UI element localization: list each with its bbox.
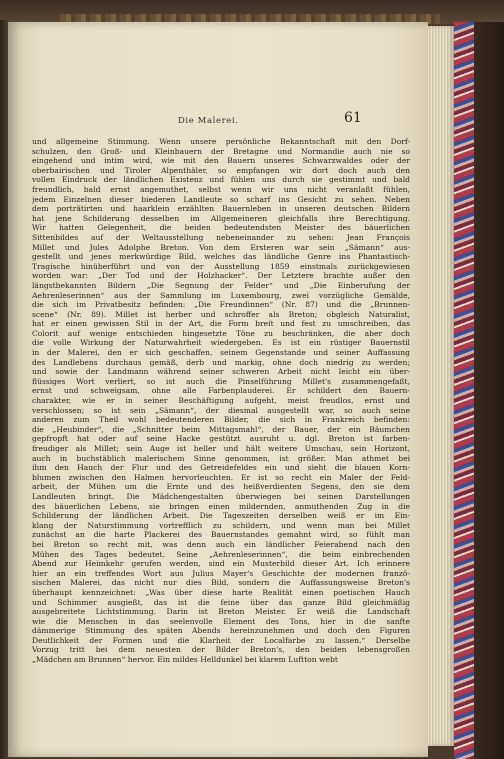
text-line: überhaupt kennzeichnet: „Was über diese harte Realität einen poetischen Hauch bbox=[32, 587, 410, 597]
text-line: und Schimmer ausgießt, das ist die feine über das ganze Bild gleichmäßig bbox=[32, 597, 410, 607]
text-line: bei Breton so recht mit, was denn auch ein ländlicher Feierabend nach den bbox=[32, 539, 410, 549]
text-line: zunächst an die harte Plackerei des Bauernstandes gemahnt wird, so fühlt man bbox=[32, 530, 410, 540]
text-line: eingehend und intim wird, wie mit den Bauern unseres Schwarzwaldes oder der bbox=[32, 156, 410, 166]
text-line: Mühen des Tages bedeutet. Seine „Aehrenleserinnen“, die beim einbrechenden bbox=[32, 549, 410, 559]
text-line: gestellt und jenes merkwürdige Bild, welches das ländliche Genre ins Phantastisch- bbox=[32, 252, 410, 262]
text-line: dem porträtirten und haarklein erzählten Bauernleben in unseren deutschen Bildern bbox=[32, 204, 410, 214]
text-line: arbeit, der Mühen um die Ernte und des heißverdienten Segens, den sie dem bbox=[32, 482, 410, 492]
text-line: des Landlebens durchaus gemäß, derb und markig, ohne doch niedrig zu werden; bbox=[32, 357, 410, 367]
marbled-cover-edge bbox=[454, 22, 474, 759]
text-line: charakter, wie er in seiner Beschäftigung aufgeht, meist freudlos, ernst und bbox=[32, 396, 410, 406]
text-line: die sich im Privatbesitz befinden: „Die Freundinnen“ (Nr. 87) und die „Brunnen- bbox=[32, 300, 410, 310]
text-line: anderen zum Theil wohl bedeutenderen Bilder, die sich in Frankreich befinden: bbox=[32, 415, 410, 425]
text-line: längstbekannten Bildern „Die Segnung der Felder“ und „Die Einberufung der bbox=[32, 280, 410, 290]
text-line: Tragische hinüberführt und von der Ausstellung 1859 einstmals zurückgewiesen bbox=[32, 261, 410, 271]
text-line: in der Malerei, den er sich geschaffen, seinem Gegenstande und seiner Auffassung bbox=[32, 348, 410, 358]
text-line: ihm den Hauch der Flur und des Getreidefeldes ein und sieht die blauen Korn- bbox=[32, 463, 410, 473]
text-line: vollen Eindruck der ländlichen Existenz und fühlen uns durch sie gestimmt und bald bbox=[32, 175, 410, 185]
text-line: ernst und schweigsam, ohne alle Farbenplauderei. Er schildert den Bauern- bbox=[32, 386, 410, 396]
text-line: Deutlichkeit der Formen und die Klarheit der Localfarbe zu lassen.“ Derselbe bbox=[32, 635, 410, 645]
text-line: gepfropft hat oder auf seine Hacke gestützt ausruht u. dgl. Breton ist farben- bbox=[32, 434, 410, 444]
running-title: Die Malerei. bbox=[178, 116, 239, 126]
text-line: die volle Wirkung der Naturwahrheit wiedergeben. Es ist ein rüstiger Bauernstil bbox=[32, 338, 410, 348]
text-line: des bäuerlichen Lebens, sie bringen einen mildernden, anmuthenden Zug in die bbox=[32, 501, 410, 511]
text-line: oberbairischen und Tiroler Alpenthäler, so empfangen wir dort doch auch den bbox=[32, 165, 410, 175]
book-page bbox=[8, 22, 428, 757]
text-line: „Mädchen am Brunnen“ hervor. Ein mildes Helldunkel bei klarem Luftton webt bbox=[32, 655, 338, 665]
text-line: Aehrenleserinnen“ aus der Sammlung im Luxembourg, zwei vorzügliche Gemälde, bbox=[32, 290, 410, 300]
text-line: ausgebreitete Lichtstimmung. Darin ist Breton Meister. Er weiß die Landschaft bbox=[32, 607, 410, 617]
text-line: die „Heubinder“, die „Schnitter beim Mittagsmahl“, der Bauer, der ein Bäumchen bbox=[32, 424, 410, 434]
text-line: Landleuten bringt. Die Mädchengestalten überwiegen bei seinen Darstellungen bbox=[32, 491, 410, 501]
body-text bbox=[32, 137, 410, 665]
text-line: hat jene Schilderung desselben im Allgemeineren gleichfalls ihre Berechtigung. bbox=[32, 213, 410, 223]
text-line: blumen zwischen den Halmen hervorleuchten. Er ist so recht ein Maler der Feld- bbox=[32, 472, 410, 482]
text-line: freudiger als Millet; sein Auge ist heller und hält weitere Umschau, sein Horizont, bbox=[32, 444, 410, 453]
text-line: hat er einen gewissen Stil in der Art, die Form breit und fest zu umschreiben, das bbox=[32, 319, 410, 329]
text-line: Abend zur Heimkehr gerufen werden, sind ein Musterbild dieser Art. Ich erinnere bbox=[32, 559, 410, 569]
text-line: wie die Menschen in das seelenvolle Element des Tons, hier in die sanfte bbox=[32, 616, 410, 626]
binding-gutter bbox=[0, 20, 8, 759]
text-line: schulzen, den Groß- und Kleinbauern der Bretagne und Normandie auch nie so bbox=[32, 146, 410, 156]
text-line: flüssiges Wort verliert, so ist auch die Pinselführung Millet's zusammengefaßt, bbox=[32, 376, 410, 386]
page-number: 61 bbox=[344, 110, 362, 126]
text-line: klang der Naturstimmung vortrefflich zu schildern, und wenn man bei Millet bbox=[32, 520, 410, 530]
text-line: dämmerige Stimmung des späten Abends hereinzunehmen und doch den Figuren bbox=[32, 626, 410, 636]
text-line: hier an ein treffendes Wort aus Julius Mayer's Geschichte der modernen franzö- bbox=[32, 568, 410, 578]
text-line: und sowie der Landmann während seiner schweren Arbeit nicht leicht ein über- bbox=[32, 367, 410, 377]
text-line: Schilderung der ländlichen Arbeit. Die Tageszeiten derselben weiß er im Ein- bbox=[32, 511, 410, 521]
page-header bbox=[8, 110, 428, 134]
text-line: worden war: „Der Tod und der Holzhacker“. Der Letztere brachte außer den bbox=[32, 271, 410, 281]
text-line: Millet und Jules Adolphe Breton. Von dem Ersteren war sein „Sämann“ aus- bbox=[32, 242, 410, 252]
text-line: freundlich, bald ernst angemuthet, selbst wenn wir uns nicht veranlaßt fühlen, bbox=[32, 184, 410, 194]
text-line: jedem Einzelnen dieser biederen Landleute so scharf ins Gesicht zu sehen. Neben bbox=[32, 194, 410, 204]
text-line: Wir hatten Gelegenheit, die beiden bedeutendsten Meister des bäuerlichen bbox=[32, 223, 410, 233]
book-top-edge bbox=[0, 0, 504, 24]
text-line: Colorit auf wenige entschieden hingesetzte Töne zu beschränken, die aber doch bbox=[32, 328, 410, 338]
text-line: verschlossen; so ist sein „Sämann“, der diesmal ausgestellt war, so auch seine bbox=[32, 405, 410, 415]
text-line: Vorzug tritt bei dem neuesten der Bilder Breton's, den beiden lebensgroßen bbox=[32, 645, 410, 655]
text-line: Sittenbildes auf der Weltausstellung nebeneinander zu sehen: Jean François bbox=[32, 232, 410, 242]
book-cover bbox=[474, 22, 504, 759]
text-line: auch in buchstäblich malerischem Sinne genommen, ist größer. Man athmet bei bbox=[32, 453, 410, 463]
page-edges bbox=[428, 26, 454, 746]
text-line: scene“ (Nr. 89). Millet ist herber und schroffer als Breton; obgleich Naturalist, bbox=[32, 309, 410, 319]
text-line: und allgemeine Stimmung. Wenn unsere persönliche Bekanntschaft mit den Dorf- bbox=[32, 137, 410, 146]
text-line: sischen Malerei, das nicht nur dies Bild, sondern die Auffassungsweise Breton's bbox=[32, 578, 410, 588]
